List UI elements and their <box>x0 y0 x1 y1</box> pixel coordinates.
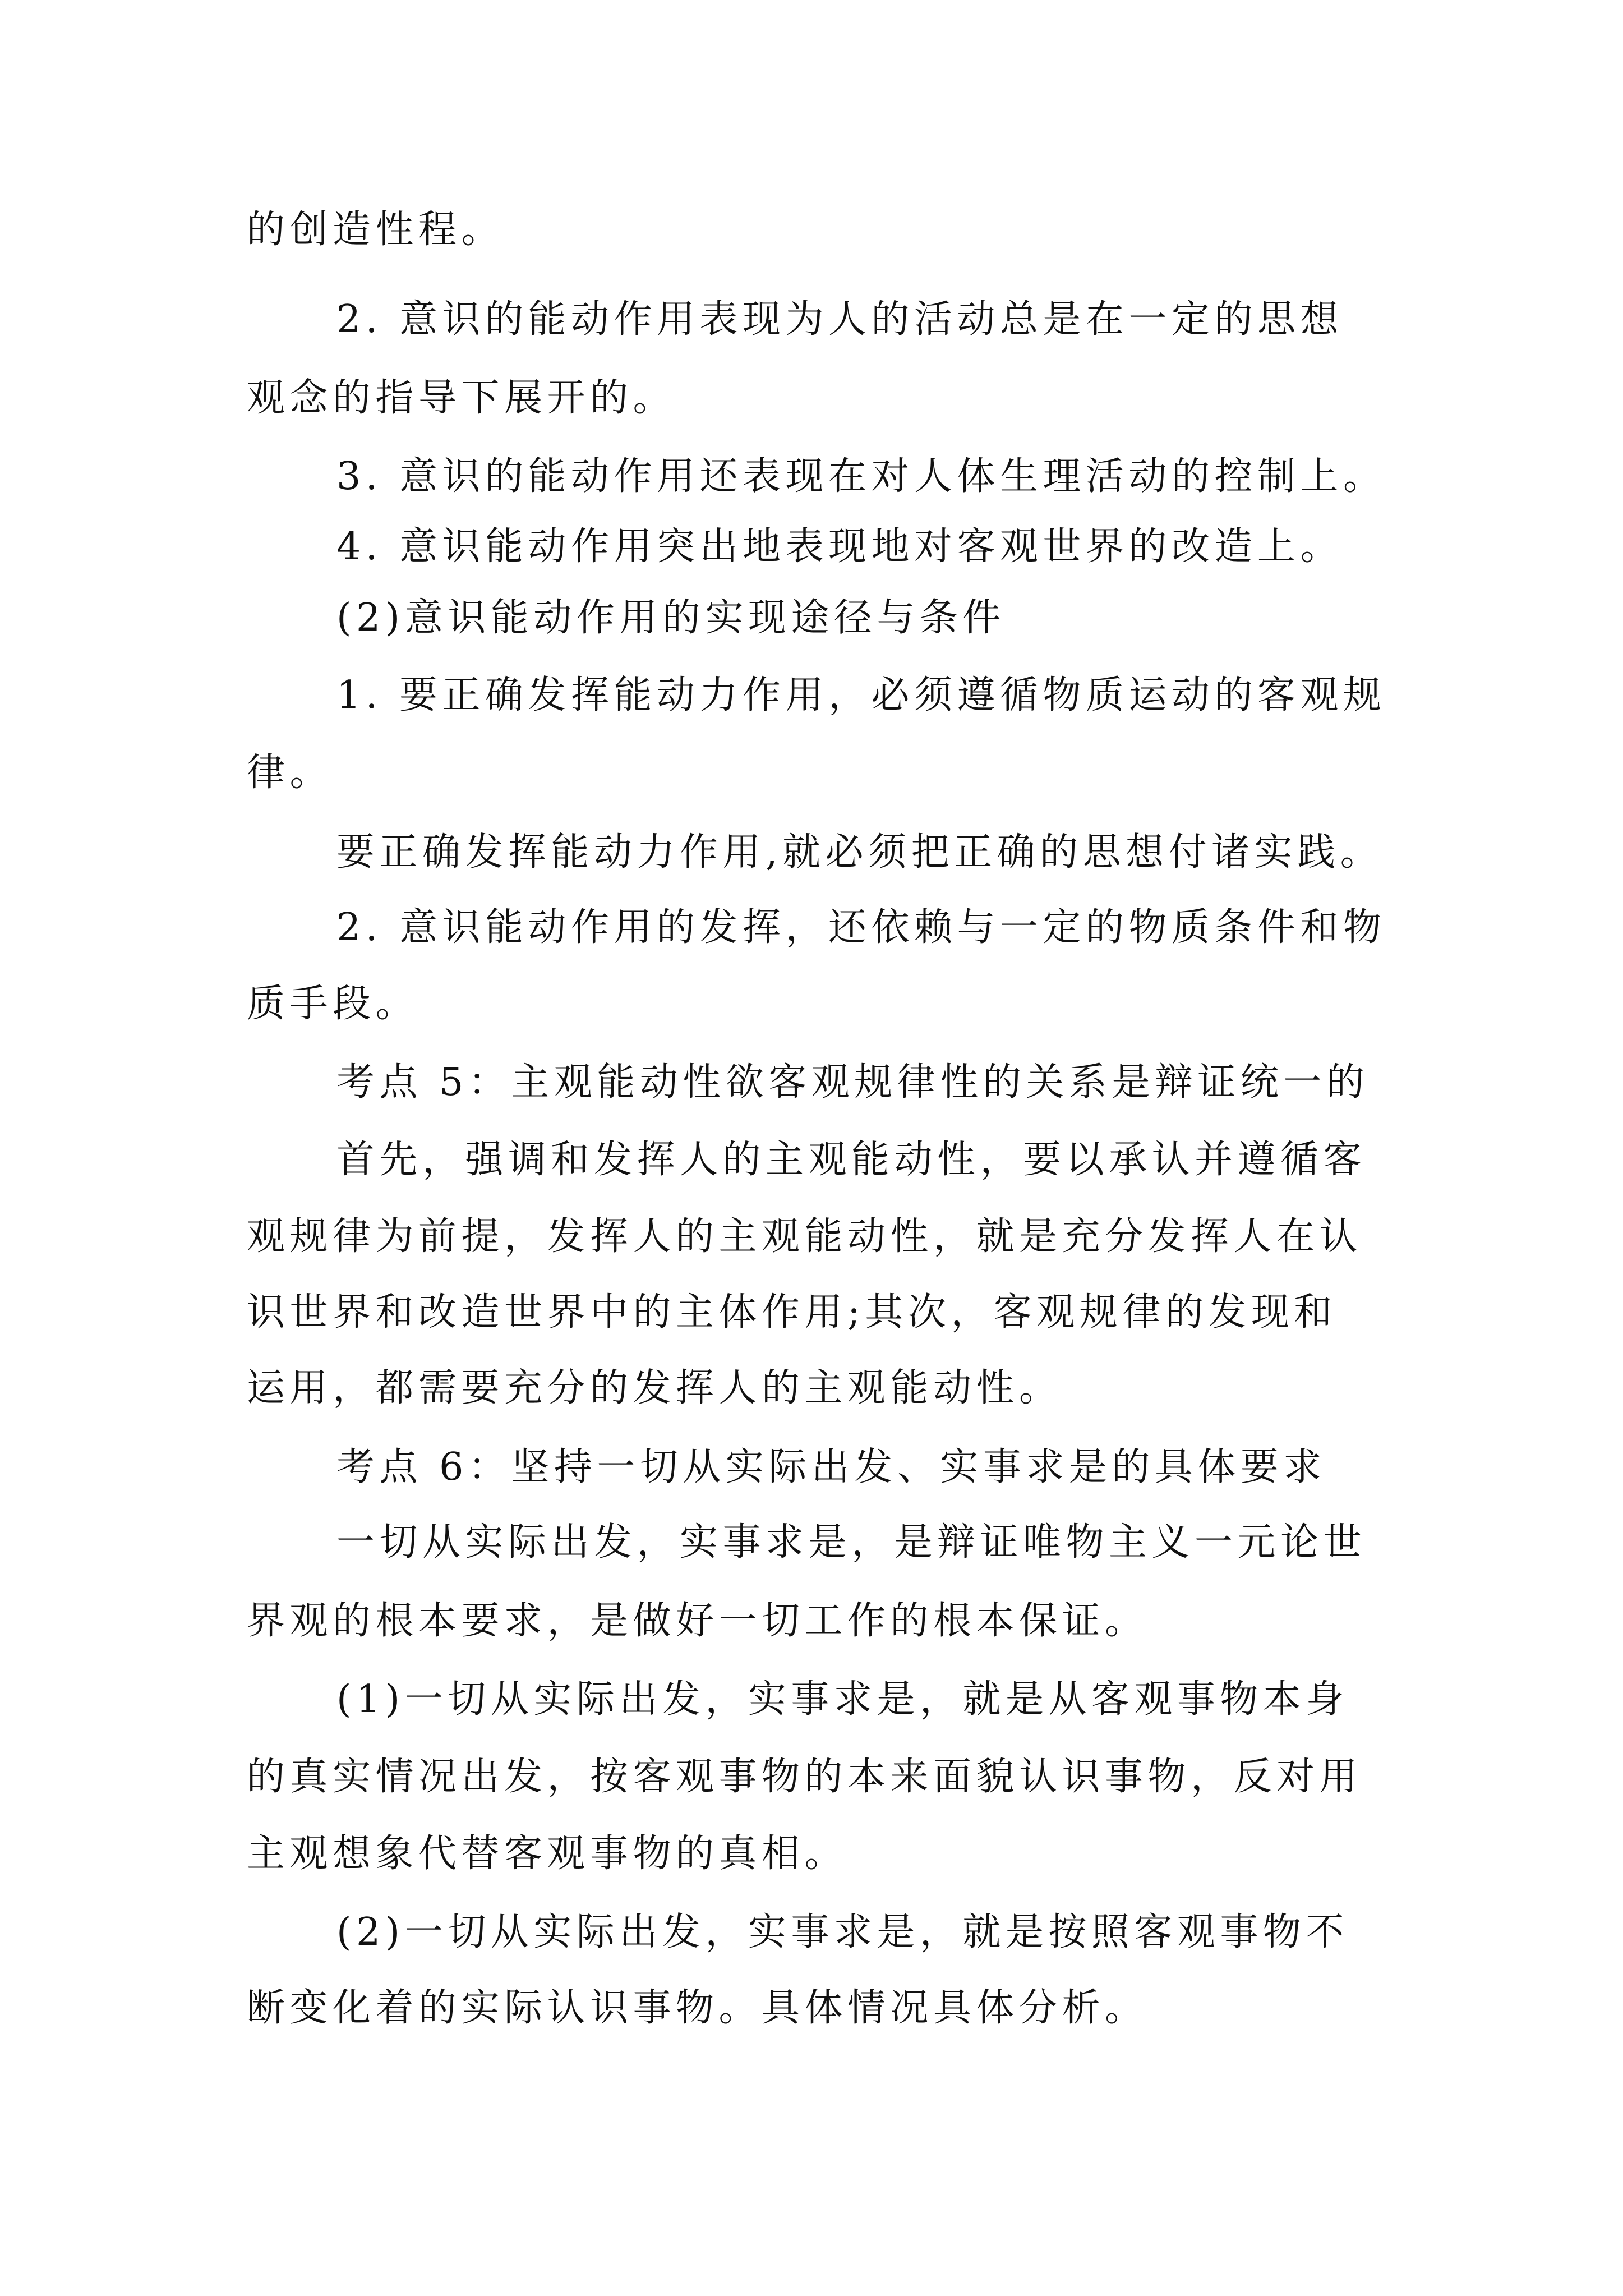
text-line-16: 运用，都需要充分的发挥人的主观能动性。 <box>247 1366 1062 1410</box>
text-line-8: 律。 <box>247 751 333 795</box>
text-line-19: 界观的根本要求，是做好一切工作的根本保证。 <box>247 1599 1148 1643</box>
text-line-10: 2. 意识能动作用的发挥，还依赖与一定的物质条件和物 <box>336 905 1386 950</box>
text-line-2: 2. 意识的能动作用表现为人的活动总是在一定的思想 <box>336 297 1343 342</box>
text-line-22: 主观想象代替客观事物的真相。 <box>247 1832 848 1876</box>
text-line-13: 首先，强调和发挥人的主观能动性，要以承认并遵循客 <box>336 1138 1367 1182</box>
text-line-9: 要正确发挥能动力作用,就必须把正确的思想付诸实践。 <box>336 830 1384 875</box>
text-line-1: 的创造性程。 <box>247 208 505 252</box>
text-line-5: 4. 意识能动作用突出地表现地对客观世界的改造上。 <box>336 524 1343 569</box>
text-line-15: 识世界和改造世界中的主体作用;其次，客观规律的发现和 <box>247 1290 1337 1335</box>
text-line-11: 质手段。 <box>247 982 419 1026</box>
text-line-14: 观规律为前提，发挥人的主观能动性，就是充分发挥人在认 <box>247 1214 1363 1259</box>
text-line-17: 考点 6：坚持一切从实际出发、实事求是的具体要求 <box>336 1445 1326 1489</box>
text-line-6: (2)意识能动作用的实现途径与条件 <box>336 596 1006 640</box>
text-line-21: 的真实情况出发，按客观事物的本来面貌认识事物，反对用 <box>247 1755 1363 1799</box>
text-line-3: 观念的指导下展开的。 <box>247 376 676 420</box>
text-line-4: 3. 意识的能动作用还表现在对人体生理活动的控制上。 <box>336 454 1386 499</box>
text-line-12: 考点 5：主观能动性欲客观规律性的关系是辩证统一的 <box>336 1060 1370 1105</box>
text-line-7: 1. 要正确发挥能动力作用，必须遵循物质运动的客观规 <box>336 673 1386 717</box>
text-line-18: 一切从实际出发，实事求是，是辩证唯物主义一元论世 <box>336 1520 1367 1565</box>
text-line-20: (1)一切从实际出发，实事求是，就是从客观事物本身 <box>336 1677 1349 1722</box>
text-line-24: 断变化着的实际认识事物。具体情况具体分析。 <box>247 1986 1148 2030</box>
text-line-23: (2)一切从实际出发，实事求是，就是按照客观事物不 <box>336 1910 1349 1954</box>
